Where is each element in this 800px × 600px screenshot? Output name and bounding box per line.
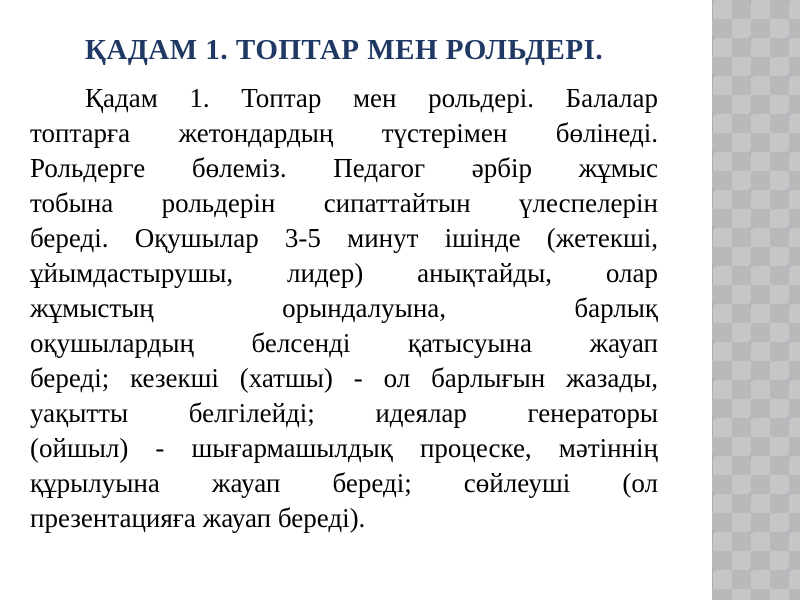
body-line: топтарға жетондардың түстерімен бөлінеді. [30, 118, 658, 148]
body-line: жұмыстың орындалуына, барлық [30, 293, 658, 323]
body-line: тобына рольдерін сипаттайтын үлеспелерін [30, 188, 658, 218]
body-paragraph [30, 81, 658, 536]
body-line: береді; кезекші (хатшы) - ол барлығын жазады, [30, 363, 658, 393]
body-line: құрылуына жауап береді; сөйлеуші (ол [30, 468, 658, 498]
diamond-pattern-strip [712, 0, 800, 600]
slide-title: ҚАДАМ 1. ТОПТАР МЕН РОЛЬДЕРІ. [84, 34, 604, 66]
body-line: оқушылардың белсенді қатысуына жауап [30, 328, 658, 358]
body-line: береді. Оқушылар 3-5 минут ішінде (жетекші, [30, 223, 658, 253]
body-line: (ойшыл) - шығармашылдық процеске, мәтіннің [30, 433, 658, 463]
body-line: презентацияға жауап береді). [30, 503, 366, 533]
body-line: ұйымдастырушы, лидер) анықтайды, олар [30, 258, 658, 288]
body-line: Рольдерге бөлеміз. Педагог әрбір жұмыс [30, 153, 658, 183]
body-line: Қадам 1. Топтар мен рольдері. Балалар [85, 83, 658, 113]
body-line: уақытты белгілейді; идеялар генераторы [30, 398, 658, 428]
